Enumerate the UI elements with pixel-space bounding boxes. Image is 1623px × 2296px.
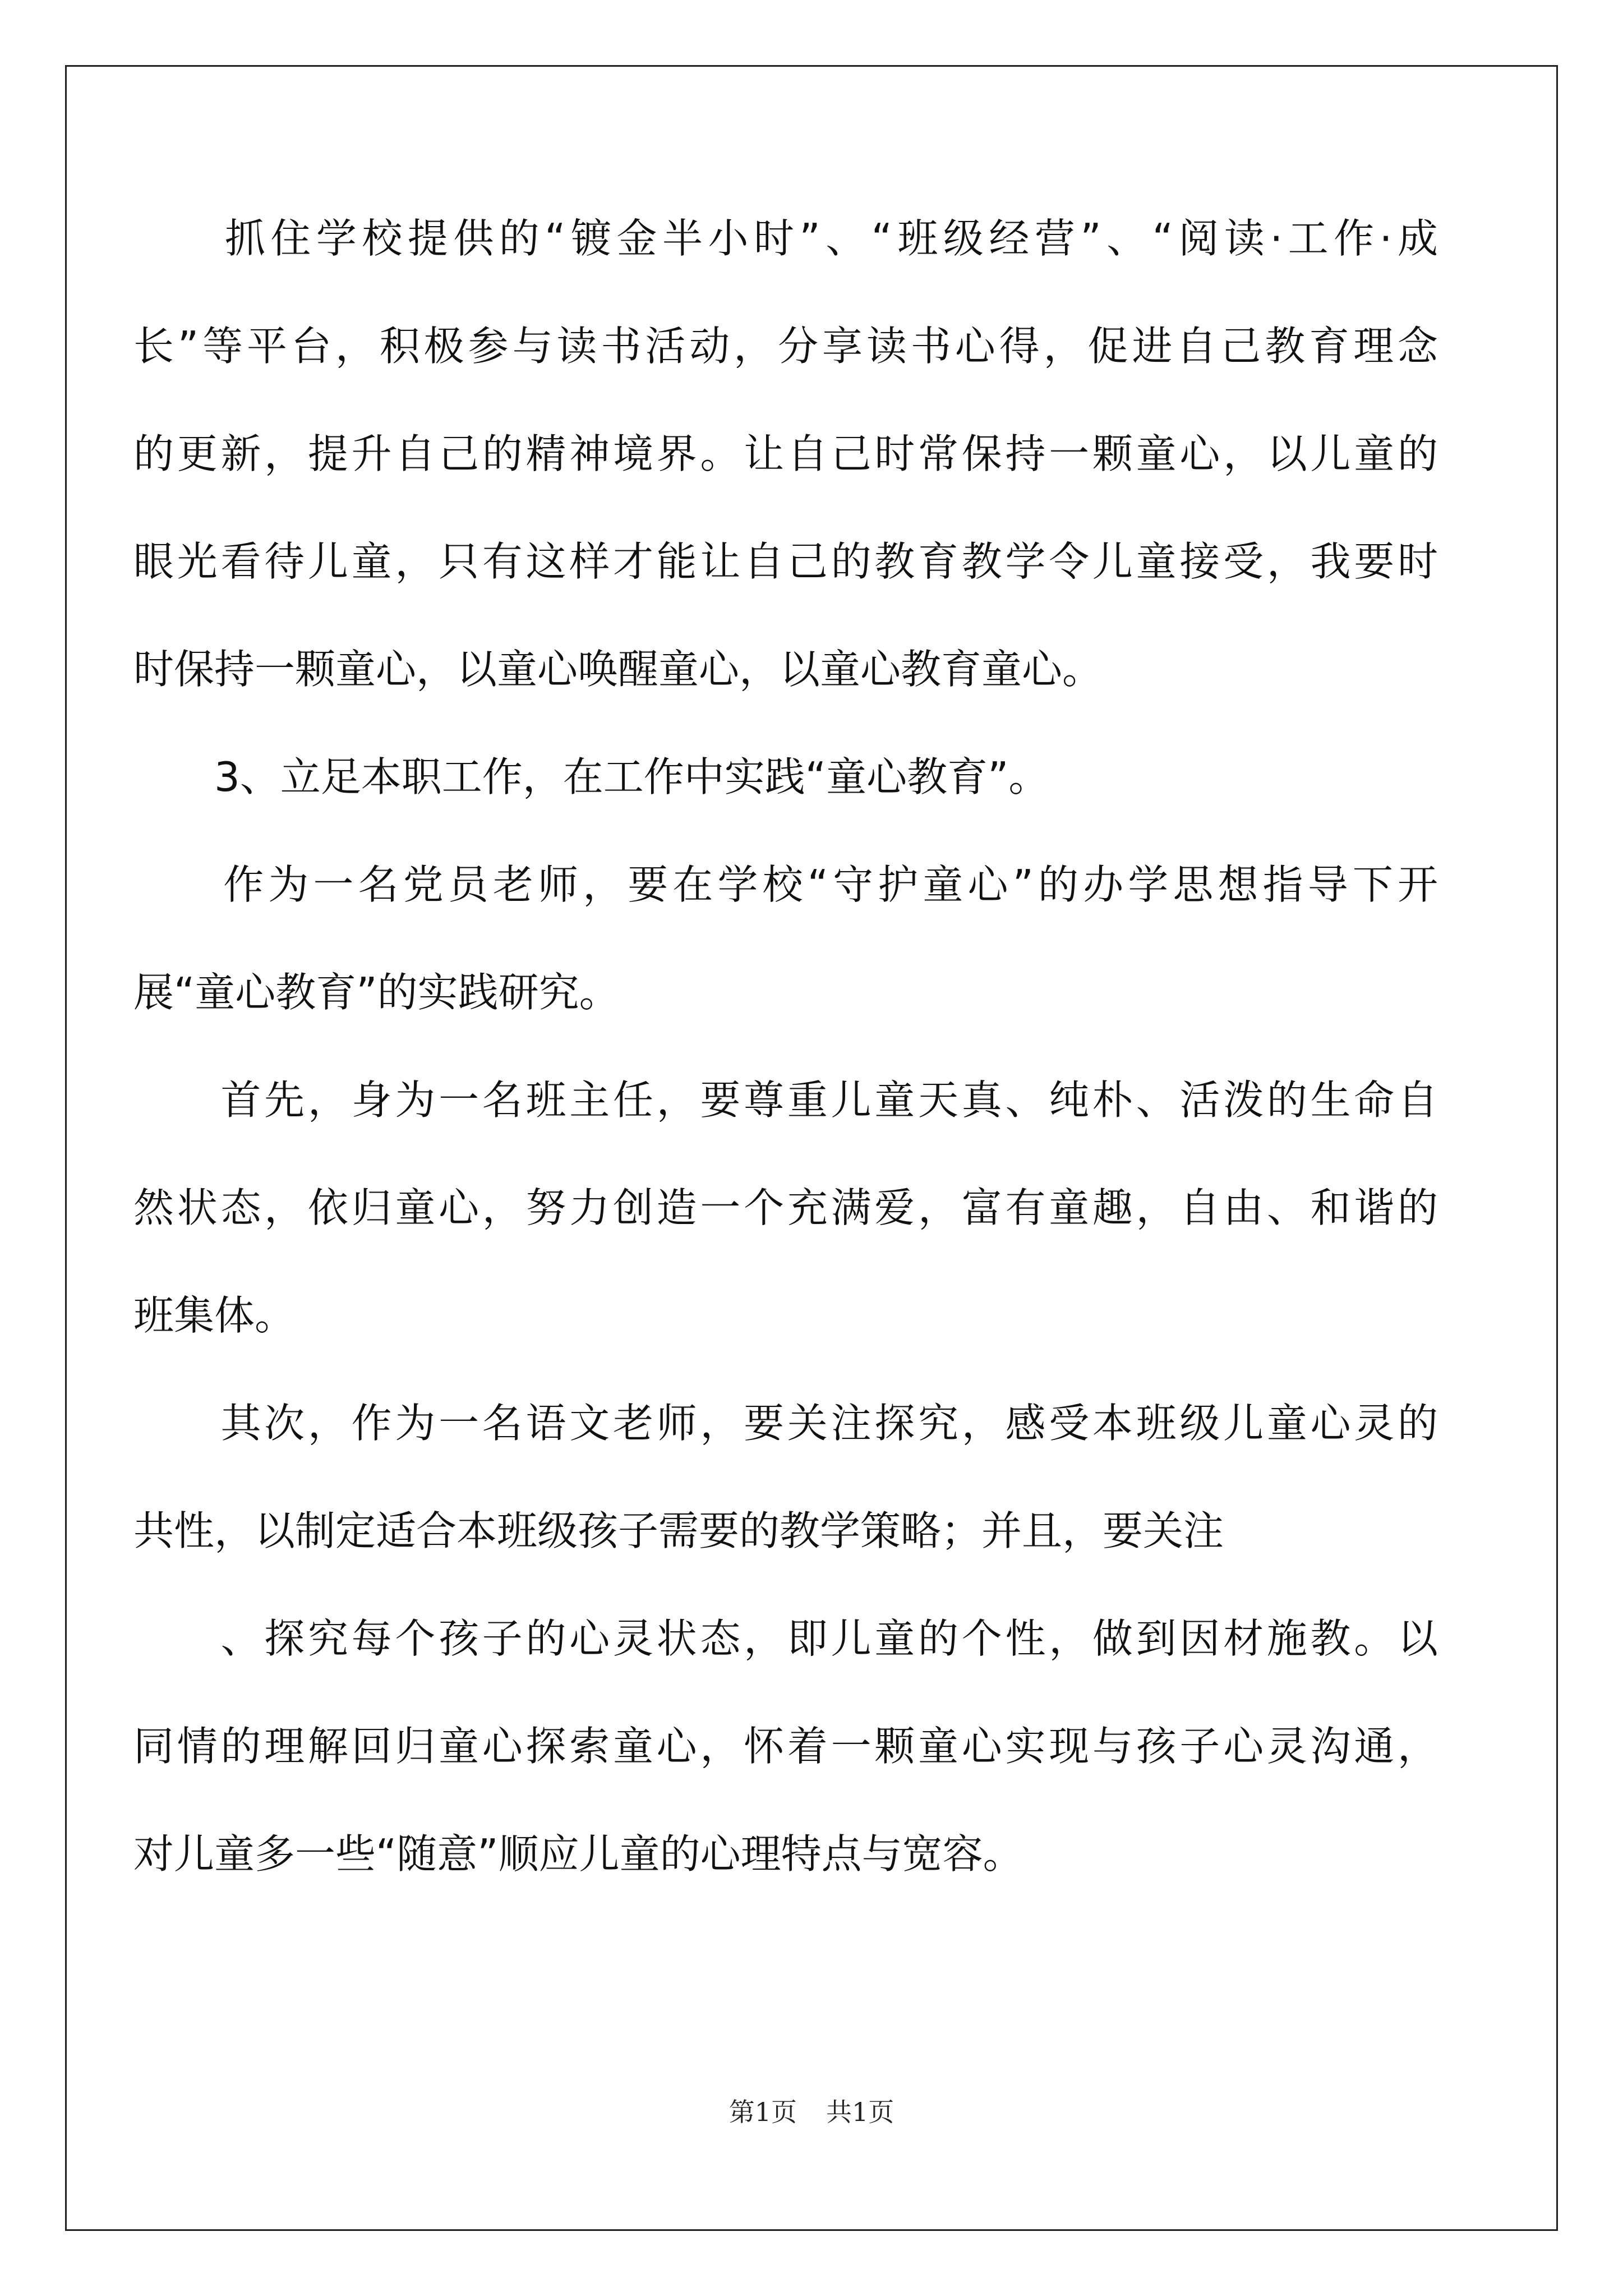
- page-number: 第1页: [728, 2097, 797, 2127]
- text-line: 共性，以制定适合本班级孩子需要的教学策略；并且，要关注: [133, 1507, 1224, 1554]
- text-line: 对儿童多一些“随意”顺应儿童的心理特点与宽容。: [133, 1830, 1023, 1878]
- page-footer: [0, 2095, 1623, 2129]
- text-line: 展“童心教育”的实践研究。: [133, 969, 620, 1016]
- page-total: 共1页: [826, 2097, 895, 2127]
- text-line: 作为一名党员老师，要在学校“守护童心”的办学思想指导下开: [133, 861, 1438, 908]
- text-line: 时保持一颗童心，以童心唤醒童心，以童心教育童心。: [133, 646, 1103, 693]
- text-line: 然状态，依归童心，努力创造一个充满爱，富有童趣，自由、和谐的: [133, 1184, 1438, 1231]
- text-line: 首先，身为一名班主任，要尊重儿童天真、纯朴、活泼的生命自: [133, 1076, 1438, 1124]
- text-line: 抓住学校提供的“镀金半小时”、“班级经营”、“阅读·工作·成: [133, 215, 1438, 262]
- text-line: 长”等平台，积极参与读书活动，分享读书心得，促进自己教育理念: [133, 323, 1438, 370]
- text-line: 同情的理解回归童心探索童心，怀着一颗童心实现与孩子心灵沟通，: [133, 1723, 1438, 1770]
- text-line: 的更新，提升自己的精神境界。让自己时常保持一颗童心，以儿童的: [133, 430, 1438, 477]
- text-line: 眼光看待儿童，只有这样才能让自己的教育教学令儿童接受，我要时: [133, 538, 1438, 585]
- text-line: 班集体。: [133, 1292, 296, 1339]
- text-line: 其次，作为一名语文老师，要关注探究，感受本班级儿童心灵的: [133, 1400, 1438, 1447]
- section-heading: 3、立足本职工作，在工作中实践“童心教育”。: [133, 753, 1049, 800]
- text-line: 、探究每个孩子的心灵状态，即儿童的个性，做到因材施教。以: [133, 1615, 1438, 1662]
- page-border: [65, 65, 1558, 2231]
